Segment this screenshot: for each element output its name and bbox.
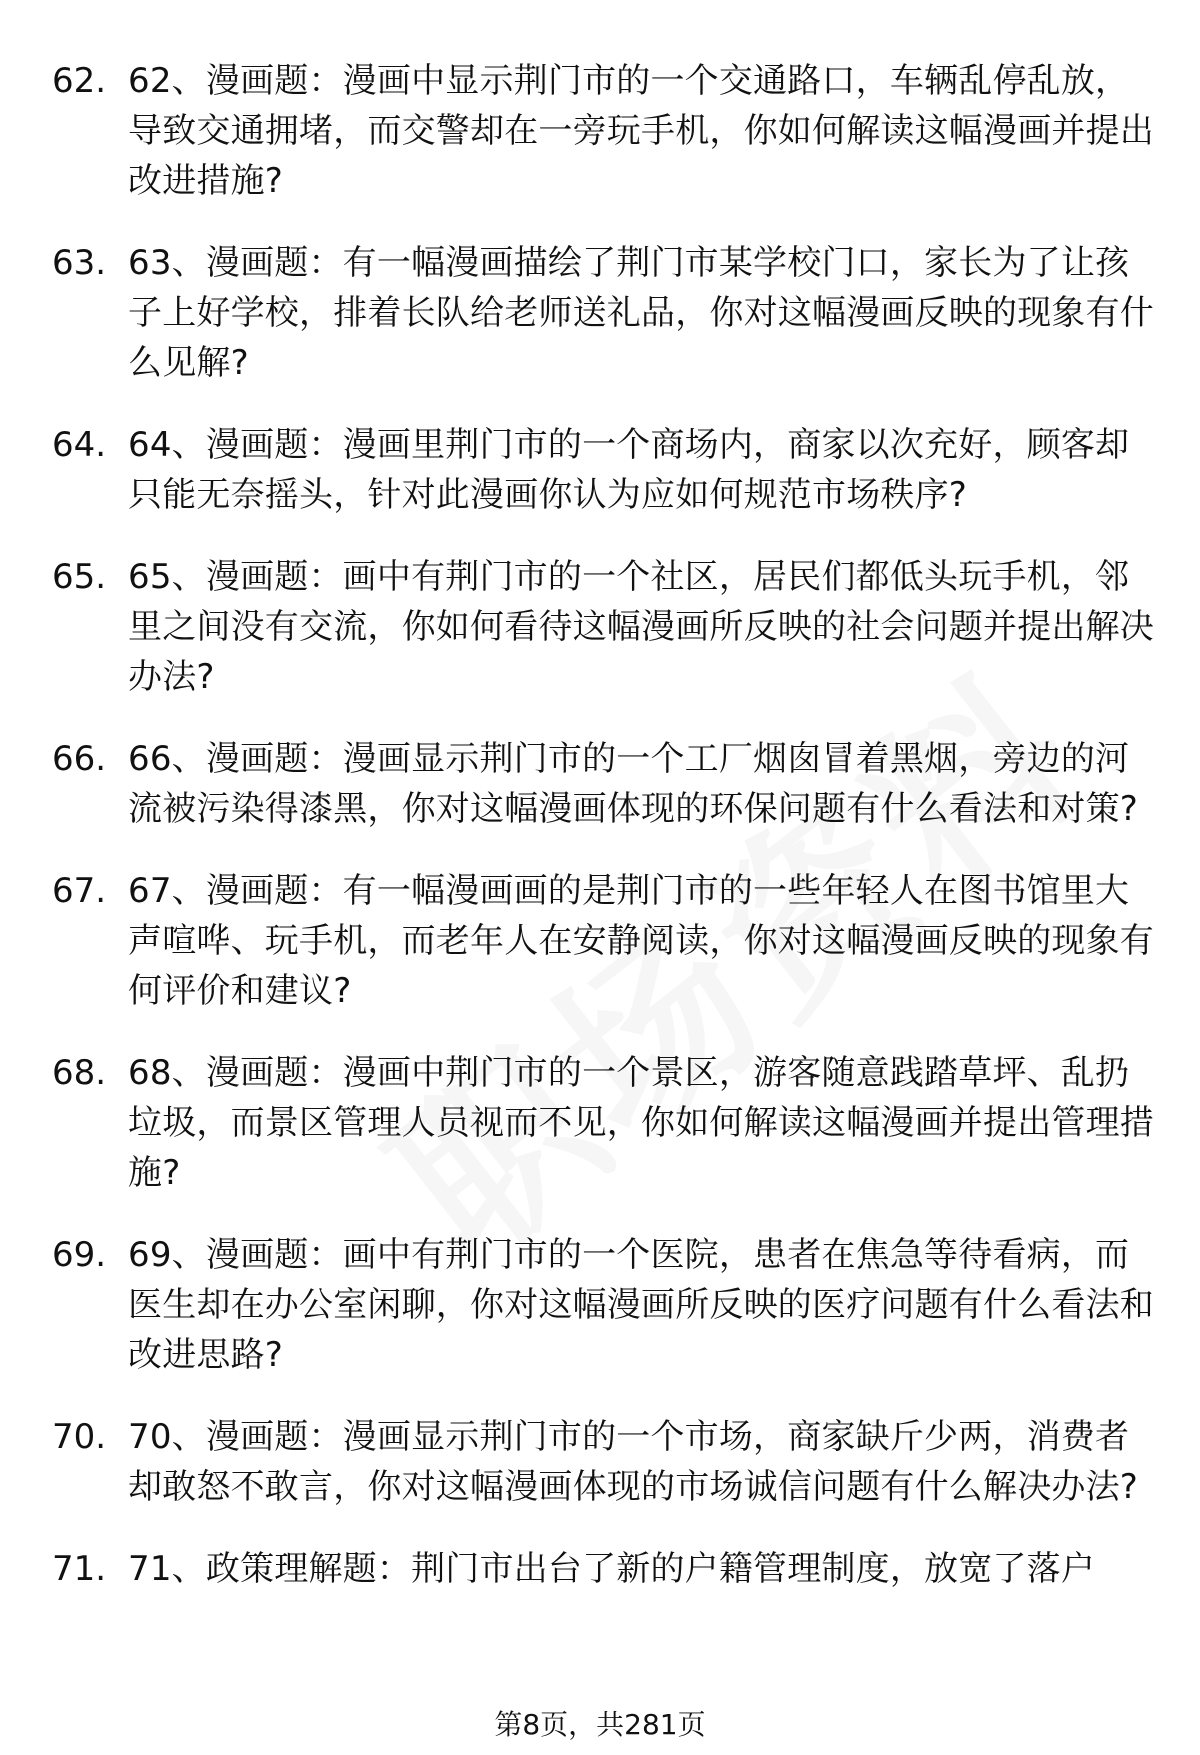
item-text: 67、漫画题：有一幅漫画画的是荆门市的一些年轻人在图书馆里大声喧哗、玩手机，而老年人在安静阅读，你对这幅漫画反映的现象有何评价和建议? (128, 871, 1154, 1011)
item-text: 68、漫画题：漫画中荆门市的一个景区，游客随意践踏草坪、乱扔垃圾，而景区管理人员视而不见，你如何解读这幅漫画并提出管理措施? (128, 1053, 1154, 1193)
list-item (52, 734, 1162, 834)
list-item (52, 1048, 1162, 1198)
item-number: 67. (52, 871, 107, 911)
item-text: 62、漫画题：漫画中显示荆门市的一个交通路口，车辆乱停乱放，导致交通拥堵，而交警却在一旁玩手机，你如何解读这幅漫画并提出改进措施? (128, 61, 1154, 201)
item-text: 71、政策理解题：荆门市出台了新的户籍管理制度，放宽了落户 (128, 1549, 1096, 1589)
item-number: 64. (52, 425, 107, 465)
item-number: 69. (52, 1235, 107, 1275)
item-number: 68. (52, 1053, 107, 1093)
item-text: 69、漫画题：画中有荆门市的一个医院，患者在焦急等待看病，而医生却在办公室闲聊，你对这幅漫画所反映的医疗问题有什么看法和改进思路? (128, 1235, 1154, 1375)
item-number: 70. (52, 1417, 107, 1457)
item-number: 71. (52, 1549, 107, 1589)
page-footer: 第8页，共281页 (494, 1708, 706, 1741)
item-number: 62. (52, 61, 107, 101)
item-text: 70、漫画题：漫画显示荆门市的一个市场，商家缺斤少两，消费者却敢怒不敢言，你对这幅漫画体现的市场诚信问题有什么解决办法? (128, 1417, 1139, 1507)
list-item (52, 1230, 1162, 1380)
list-item (52, 420, 1162, 520)
question-list (52, 56, 1162, 1626)
item-text: 66、漫画题：漫画显示荆门市的一个工厂烟囱冒着黑烟，旁边的河流被污染得漆黑，你对这幅漫画体现的环保问题有什么看法和对策? (128, 739, 1139, 829)
item-text: 65、漫画题：画中有荆门市的一个社区，居民们都低头玩手机，邻里之间没有交流，你如何看待这幅漫画所反映的社会问题并提出解决办法? (128, 557, 1154, 697)
item-text: 63、漫画题：有一幅漫画描绘了荆门市某学校门口，家长为了让孩子上好学校，排着长队给老师送礼品，你对这幅漫画反映的现象有什么见解? (128, 243, 1154, 383)
list-item (52, 1544, 1162, 1594)
item-text: 64、漫画题：漫画里荆门市的一个商场内，商家以次充好，顾客却只能无奈摇头，针对此漫画你认为应如何规范市场秩序? (128, 425, 1130, 515)
item-number: 63. (52, 243, 107, 283)
list-item (52, 866, 1162, 1016)
item-number: 65. (52, 557, 107, 597)
list-item (52, 1412, 1162, 1512)
list-item (52, 56, 1162, 206)
item-number: 66. (52, 739, 107, 779)
list-item (52, 552, 1162, 702)
list-item (52, 238, 1162, 388)
